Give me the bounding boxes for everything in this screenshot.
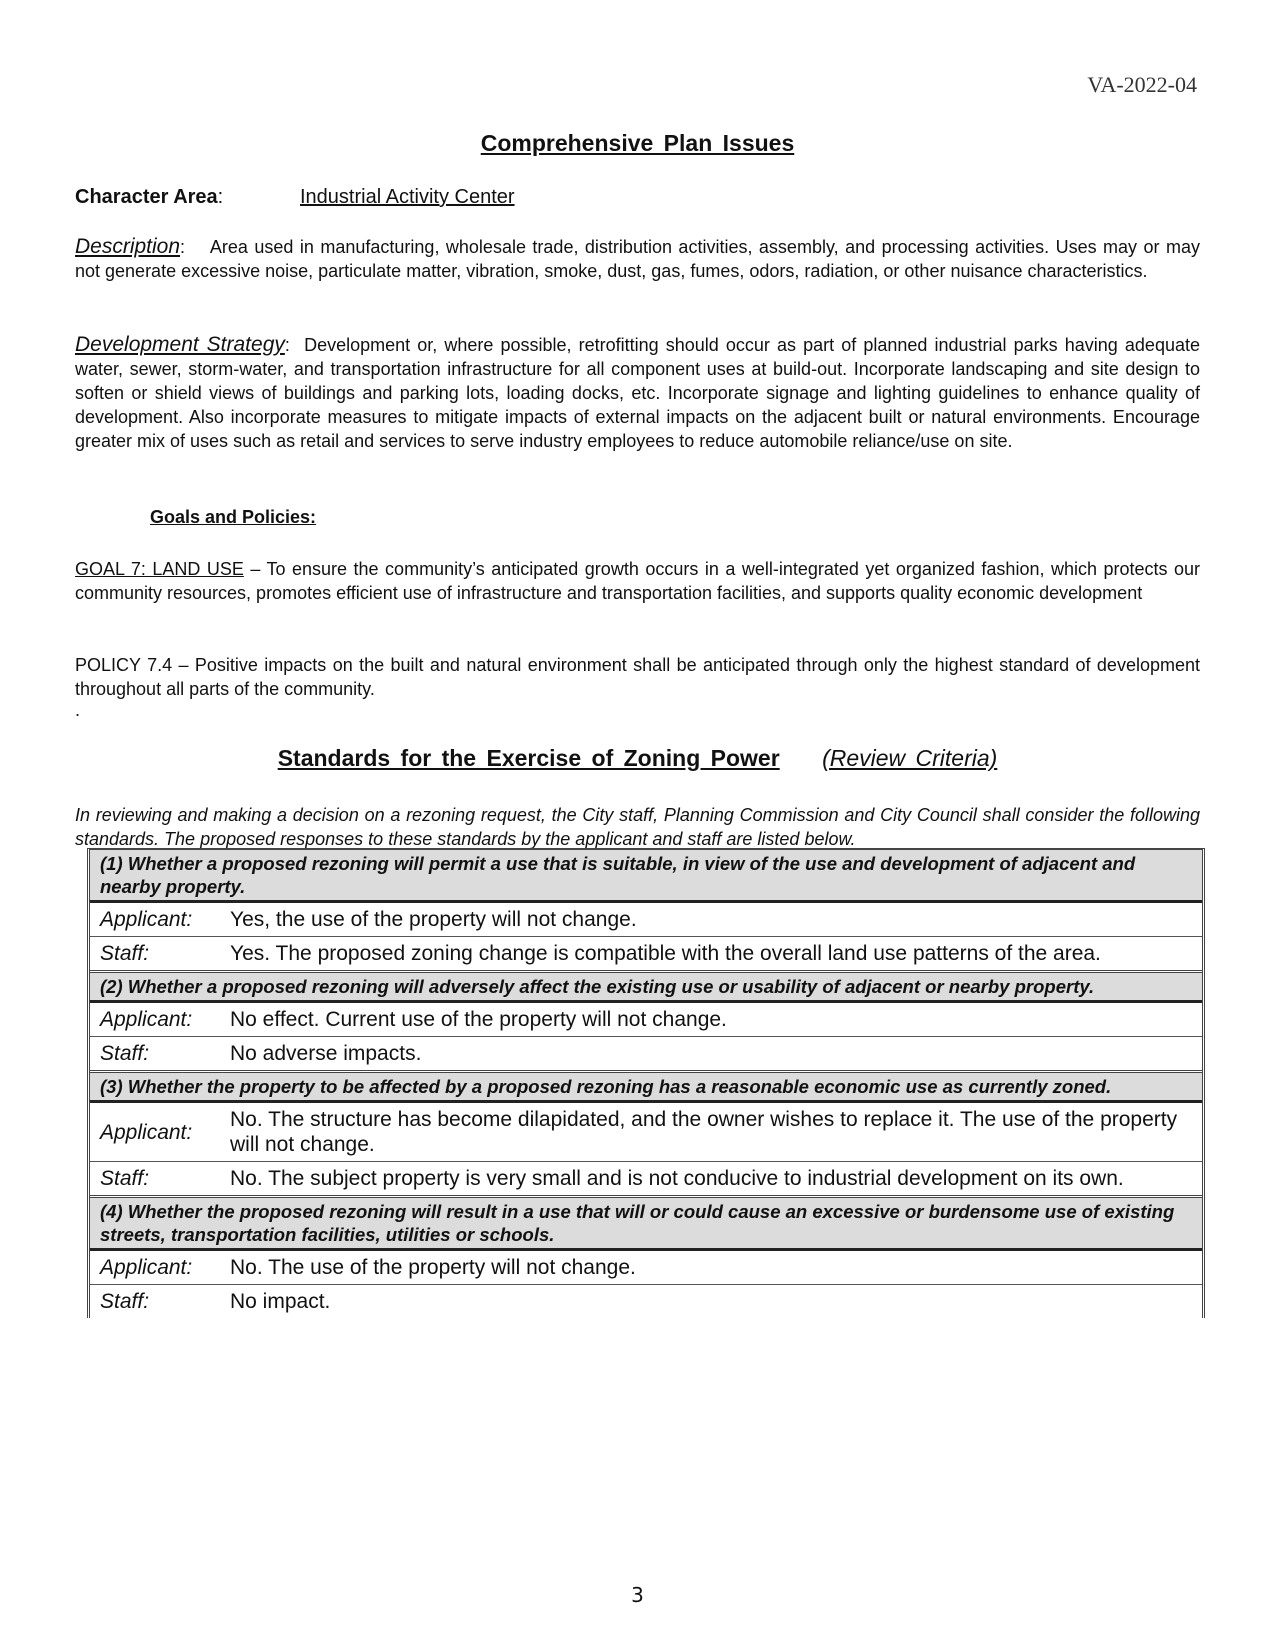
applicant-label: Applicant: bbox=[100, 1120, 193, 1144]
applicant-response: No. The use of the property will not change. bbox=[230, 1256, 636, 1279]
criterion-question: (4) Whether the proposed rezoning will result in a use that will or could cause an excessive or burdensome use of existing streets, transportation facilities, utilities or schools. bbox=[90, 1198, 1202, 1251]
staff-label: Staff: bbox=[100, 1167, 150, 1190]
standards-title: Standards for the Exercise of Zoning Power bbox=[277, 745, 780, 771]
criterion-question: (1) Whether a proposed rezoning will permit a use that is suitable, in view of the use and development of adjacent and nearby property. bbox=[90, 850, 1202, 903]
staff-label: Staff: bbox=[100, 1042, 150, 1065]
development-strategy-text: Development or, where possible, retrofitting should occur as part of planned industrial parks having adequate water, sewer, storm-water, and transportation infrastructure for all component uses at build-out. Incorporate landscaping and site design to soften or shield views of buildings and parking lots, loading docks, etc. Incorporate signage and lighting guidelines to enhance quality of development. Also incorporate measures to mitigate impacts of external impacts on the adjacent built or natural environments. Encourage greater mix of uses such as retail and services to serve industry employees to reduce automobile reliance/use on site. bbox=[75, 335, 1200, 451]
description-label: Description bbox=[75, 235, 181, 258]
review-criteria-table bbox=[87, 848, 1205, 1318]
stray-period: . bbox=[75, 700, 81, 720]
description-paragraph: Description: Area used in manufacturing, wholesale trade, distribution activities, assembly, and processing activities. Uses may or may not generate excessive noise, particulate matter, vibration, smoke, dust, gas, fumes, odors, radiation, or other nuisance characteristics. bbox=[75, 235, 1200, 281]
applicant-row bbox=[90, 1103, 1202, 1162]
page-number: 3 bbox=[631, 1583, 644, 1607]
development-strategy-label: Development Strategy bbox=[75, 333, 285, 356]
applicant-response: No effect. Current use of the property will not change. bbox=[230, 1008, 727, 1031]
criterion-question: (3) Whether the property to be affected by a proposed rezoning has a reasonable economic use as currently zoned. bbox=[90, 1073, 1202, 1103]
staff-response: No. The subject property is very small and is not conducive to industrial development on its own. bbox=[230, 1167, 1124, 1190]
development-strategy-paragraph: Development Strategy: Development or, where possible, retrofitting should occur as part of planned industrial parks having adequate water, sewer, storm-water, and transportation infrastructure for all component uses at build-out. Incorporate landscaping and site design to soften or shield views of buildings and parking lots, loading docks, etc. Incorporate signage and lighting guidelines to enhance quality of development. Also incorporate measures to mitigate impacts of external impacts on the adjacent built or natural environments. Encourage greater mix of uses such as retail and services to serve industry employees to reduce automobile reliance/use on site. bbox=[75, 333, 1200, 451]
applicant-row bbox=[90, 1003, 1202, 1037]
applicant-label: Applicant: bbox=[100, 1256, 193, 1279]
standards-heading bbox=[0, 745, 1275, 772]
applicant-response: No. The structure has become dilapidated, and the owner wishes to replace it. The use of the property will not change. bbox=[230, 1108, 1178, 1156]
staff-row bbox=[90, 1037, 1202, 1073]
staff-row bbox=[90, 1162, 1202, 1198]
goals-heading: Goals and Policies: bbox=[150, 507, 317, 527]
staff-response: Yes. The proposed zoning change is compatible with the overall land use patterns of the area. bbox=[230, 942, 1101, 965]
goal-paragraph bbox=[75, 557, 1200, 605]
staff-response: No impact. bbox=[230, 1290, 331, 1313]
staff-row bbox=[90, 937, 1202, 973]
page-title: Comprehensive Plan Issues bbox=[480, 130, 795, 156]
description-text: Area used in manufacturing, wholesale trade, distribution activities, assembly, and processing activities. Uses may or may not generate excessive noise, particulate matter, vibration, smoke, dust, gas, fumes, odors, radiation, or other nuisance characteristics. bbox=[75, 237, 1200, 281]
staff-label: Staff: bbox=[100, 1290, 150, 1313]
goal-label: GOAL 7: LAND USE bbox=[75, 559, 244, 579]
character-area-colon: : bbox=[217, 186, 224, 208]
standards-intro: In reviewing and making a decision on a rezoning request, the City staff, Planning Commission and City Council shall consider the following standards. The proposed responses to these standards by the applicant and staff are listed below. bbox=[75, 805, 1200, 849]
staff-label: Staff: bbox=[100, 942, 150, 965]
goal-text: – To ensure the community’s anticipated growth occurs in a well-integrated yet organized fashion, which protects our community resources, promotes efficient use of infrastructure and transportation facilities, and supports quality economic development bbox=[75, 559, 1200, 603]
policy-paragraph: POLICY 7.4 – Positive impacts on the built and natural environment shall be anticipated through only the highest standard of development throughout all parts of the community. bbox=[75, 655, 1200, 699]
document-reference: VA-2022-04 bbox=[1087, 72, 1197, 97]
staff-response: No adverse impacts. bbox=[230, 1042, 422, 1065]
applicant-row bbox=[90, 903, 1202, 937]
applicant-row bbox=[90, 1251, 1202, 1285]
applicant-label: Applicant: bbox=[100, 1008, 193, 1031]
character-area-value: Industrial Activity Center bbox=[300, 186, 515, 208]
character-area bbox=[75, 186, 515, 209]
staff-row bbox=[90, 1285, 1202, 1318]
criterion-question: (2) Whether a proposed rezoning will adversely affect the existing use or usability of adjacent or nearby property. bbox=[90, 973, 1202, 1003]
applicant-response: Yes, the use of the property will not change. bbox=[230, 908, 637, 931]
character-area-label: Character Area bbox=[75, 186, 218, 208]
standards-subtitle: (Review Criteria) bbox=[822, 745, 998, 771]
applicant-label: Applicant: bbox=[100, 908, 193, 931]
